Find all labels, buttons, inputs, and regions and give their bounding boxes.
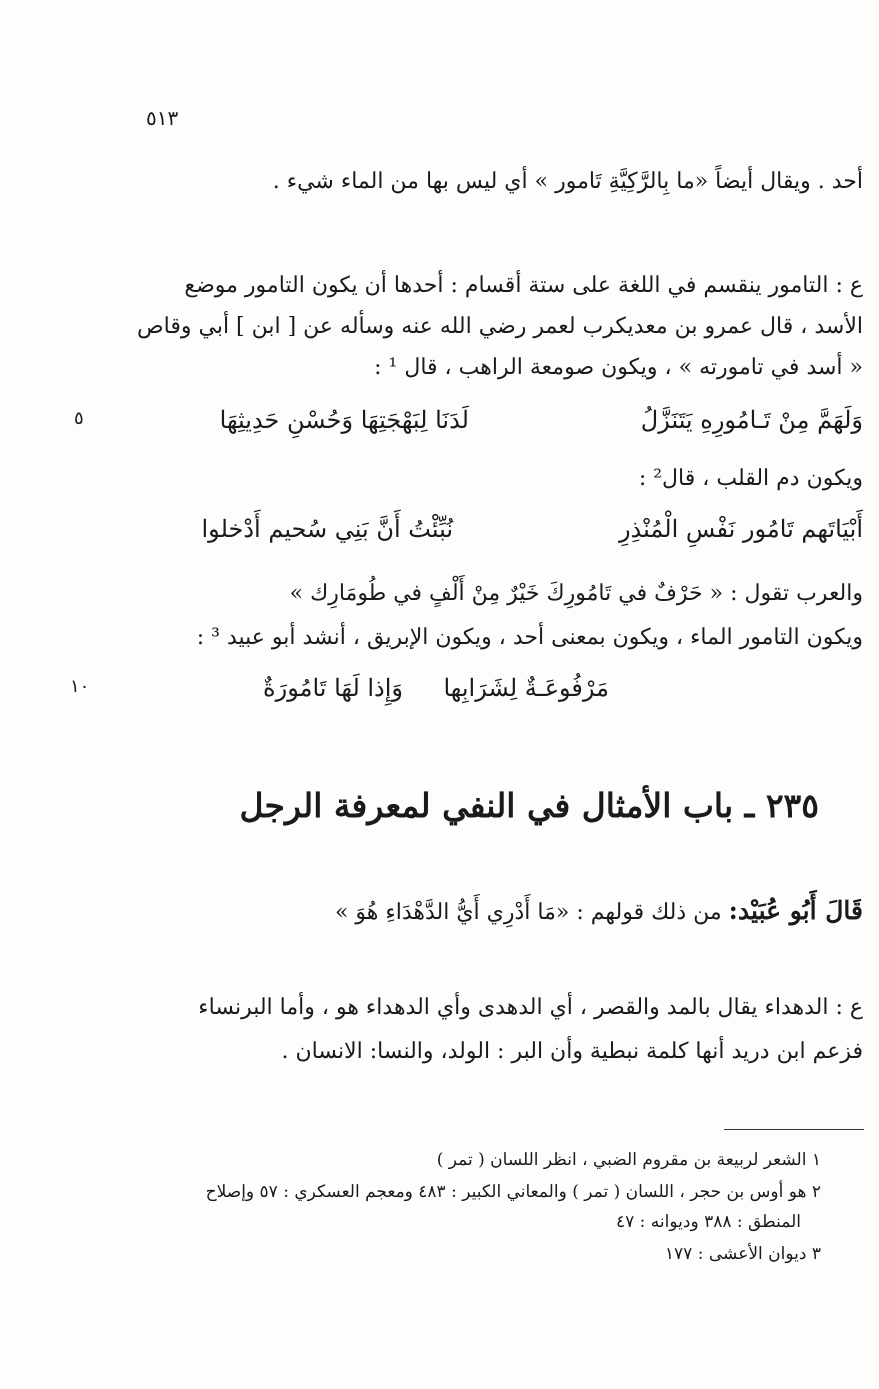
para1-line-2: الأسد ، قال عمرو بن معديكرب لعمر رضي الله عنه وسأله عن [ ابن ] أبي وقاص — [137, 314, 863, 339]
verse3-first-hemistich: وَإِذا لَهَا تَامُورَةٌ — [263, 674, 403, 702]
proverb-line: والعرب تقول : « حَرْفٌ في تَامُورِكَ خَيْرٌ مِنْ أَلْفٍ في طُومَارِك » — [289, 581, 863, 606]
para2-line-2: فزعم ابن دريد أنها كلمة نبطية وأن البر : الولد، والنسا: الانسان . — [281, 1039, 863, 1064]
line-before-verse3: ويكون التامور الماء ، ويكون بمعنى أحد ، ويكون الإبريق ، أنشد أبو عبيد ³ : — [196, 625, 863, 650]
verse3-second-hemistich: مَرْفُوعَـةٌ لِشَرَابِها — [443, 674, 609, 702]
abu-ubaid-line — [335, 896, 863, 925]
footnote-2-continued: المنطق : ٣٨٨ وديوانه : ٤٧ — [615, 1212, 801, 1232]
margin-line-number-10: ١٠ — [70, 676, 90, 697]
footnote-separator — [724, 1129, 864, 1130]
verse2-second-hemistich: أَبْيَاتَهم تَامُور نَفْسِ الْمُنْذِرِ — [618, 515, 863, 543]
verse2-first-hemistich: نُبِّئْتُ أَنَّ بَنِي سُحيم أَدْخلوا — [201, 515, 453, 543]
chapter-heading: ٢٣٥ ـ باب الأمثال في النفي لمعرفة الرجل — [239, 786, 819, 825]
para1-line-1: ع : التامور ينقسم في اللغة على ستة أقسام : أحدها أن يكون التامور موضع — [184, 273, 863, 298]
footnote-1: ١ الشعر لربيعة بن مقروم الضبي ، انظر اللسان ( تمر ) — [436, 1150, 821, 1170]
para2-line-1: ع : الدهداء يقال بالمد والقصر ، أي الدهدى وأي الدهداء هو ، وأما البرنساء — [198, 995, 863, 1020]
para1-line-3: « أسد في تامورته » ، ويكون صومعة الراهب ، قال ¹ : — [374, 355, 863, 380]
abu-ubaid-text: من ذلك قولهم : «مَا أَدْرِي أَيُّ الدَّهْدَاءِ هُوَ » — [334, 900, 722, 925]
verse1-first-hemistich: لَدَنَا لِبَهْجَتِهَا وَحُسْنِ حَدِيثِهَا — [219, 406, 469, 434]
page-number: ٥١٣ — [146, 106, 179, 130]
abu-ubaid-label: قَالَ أَبُو عُبَيْد: — [728, 896, 863, 925]
footnote-2: ٢ هو أوس بن حجر ، اللسان ( تمر ) والمعاني الكبير : ٤٨٣ ومعجم العسكري : ٥٧ وإصلاح — [205, 1182, 821, 1202]
verse1-second-hemistich: وَلَهَمَّ مِنْ تَـامُورِهِ يَتَنَزَّلُ — [640, 406, 863, 434]
footnote-3: ٣ ديوان الأعشى : ١٧٧ — [664, 1244, 821, 1264]
margin-line-number-5: ٥ — [74, 408, 84, 429]
line-after-verse1: ويكون دم القلب ، قال² : — [638, 466, 863, 491]
intro-line: أحد . ويقال أيضاً «ما بِالرَّكِيَّةِ تَامور » أي ليس بها من الماء شيء . — [272, 169, 863, 194]
